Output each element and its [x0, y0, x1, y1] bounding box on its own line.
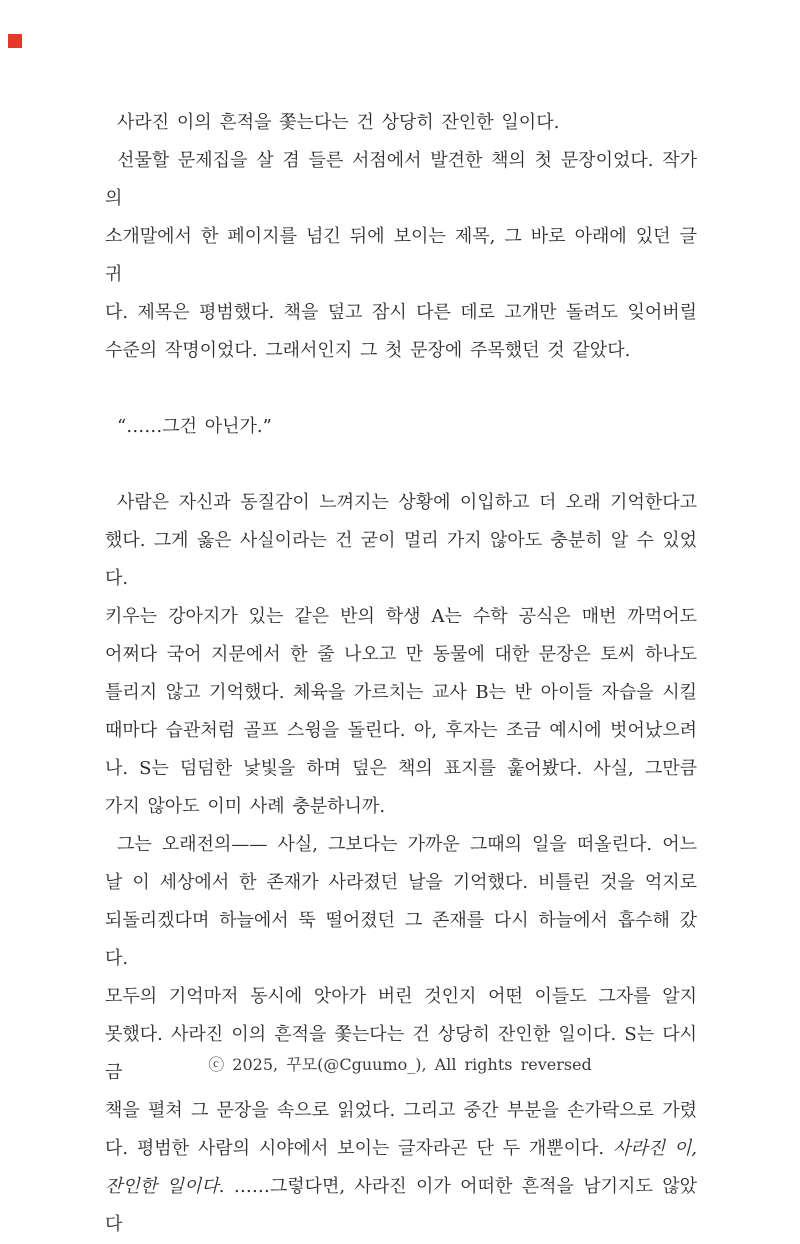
text-segment: 수준의 작명이었다. 그래서인지 그 첫 문장에 주목했던 것 같았다. — [105, 340, 631, 361]
text-segment: “……그건 아닌가.” — [117, 416, 272, 437]
text-segment: 다. 평범한 사람의 시야에서 보이는 글자라곤 단 두 개뿐이다. — [105, 1138, 613, 1159]
copyright-footer: ⓒ 2025, 꾸모(@Cguumo_), All rights reversed — [208, 1055, 592, 1074]
text-line — [105, 788, 697, 826]
text-segment: 가지 않아도 이미 사례 충분하니까. — [105, 796, 386, 817]
text-line — [105, 294, 697, 332]
text-segment: 키우는 강아지가 있는 같은 반의 학생 A는 수학 공식은 매번 까먹어도 — [105, 606, 697, 627]
text-segment: 사람은 자신과 동질감이 느껴지는 상황에 이입하고 더 오래 기억한다고 — [117, 492, 697, 513]
text-segment: 못했다. 사라진 이의 흔적을 쫓는다는 건 상당히 잔인한 일이다. S는 다시금 — [105, 1024, 697, 1083]
text-segment: 나. S는 덤덤한 낯빛을 하며 덮은 책의 표지를 훑어봤다. 사실, 그만큼 — [105, 758, 697, 779]
text-segment: ……그렇다면, 사라진 이가 어떠한 흔적을 남기지도 않았다 — [105, 1176, 697, 1235]
text-segment: 모두의 기억마저 동시에 앗아가 버린 것인지 어떤 이들도 그자를 알지 — [105, 986, 697, 1007]
text-line — [105, 218, 697, 294]
text-segment: 했다. 그게 옳은 사실이라는 건 굳이 멀리 가지 않아도 충분히 알 수 있었다. — [105, 530, 697, 589]
text-segment: 때마다 습관처럼 골프 스윙을 돌린다. 아, 후자는 조금 예시에 벗어났으려 — [105, 720, 697, 741]
text-segment: 다. 제목은 평범했다. 책을 덮고 잠시 다른 데로 고개만 돌려도 잊어버릴 — [105, 302, 697, 323]
text-line — [105, 484, 697, 522]
blank-line — [105, 370, 697, 408]
red-square-marker — [8, 34, 22, 48]
text-segment: 되돌리겠다며 하늘에서 뚝 떨어졌던 그 존재를 다시 하늘에서 흡수해 갔다. — [105, 910, 697, 969]
text-line — [105, 522, 697, 598]
text-segment: 선물할 문제집을 살 겸 들른 서점에서 발견한 책의 첫 문장이었다. 작가의 — [105, 150, 697, 209]
text-line — [105, 636, 697, 674]
text-line — [105, 674, 697, 712]
text-line — [105, 902, 697, 978]
text-segment: 날 이 세상에서 한 존재가 사라졌던 날을 기억했다. 비틀린 것을 억지로 — [105, 872, 697, 893]
text-line — [105, 826, 697, 864]
text-segment: 책을 펼쳐 그 문장을 속으로 읽었다. 그리고 중간 부분을 손가락으로 가렸 — [105, 1100, 697, 1121]
text-line — [105, 750, 697, 788]
text-segment: 소개말에서 한 페이지를 넘긴 뒤에 보이는 제목, 그 바로 아래에 있던 글귀 — [105, 226, 697, 285]
text-line — [105, 712, 697, 750]
text-segment: 어쩌다 국어 지문에서 한 줄 나오고 만 동물에 대한 문장은 토씨 하나도 — [105, 644, 697, 665]
text-line — [105, 332, 697, 370]
text-line — [105, 104, 697, 142]
italic-text-segment: 사라진 이, — [612, 1138, 698, 1159]
text-line — [105, 978, 697, 1016]
text-segment: 틀리지 않고 기억했다. 체육을 가르치는 교사 B는 반 아이들 자습을 시킬 — [105, 682, 697, 703]
text-segment: 그는 오래전의—— 사실, 그보다는 가까운 그때의 일을 떠올린다. 어느 — [117, 834, 697, 855]
text-line — [105, 1092, 697, 1130]
text-segment: 사라진 이의 흔적을 쫓는다는 건 상당히 잔인한 일이다. — [117, 112, 560, 133]
blank-line — [105, 446, 697, 484]
text-line — [105, 1168, 697, 1244]
italic-text-segment: 잔인한 일이다. — [105, 1176, 225, 1197]
text-line — [105, 142, 697, 218]
text-line — [105, 408, 697, 446]
text-line — [105, 598, 697, 636]
text-line — [105, 864, 697, 902]
